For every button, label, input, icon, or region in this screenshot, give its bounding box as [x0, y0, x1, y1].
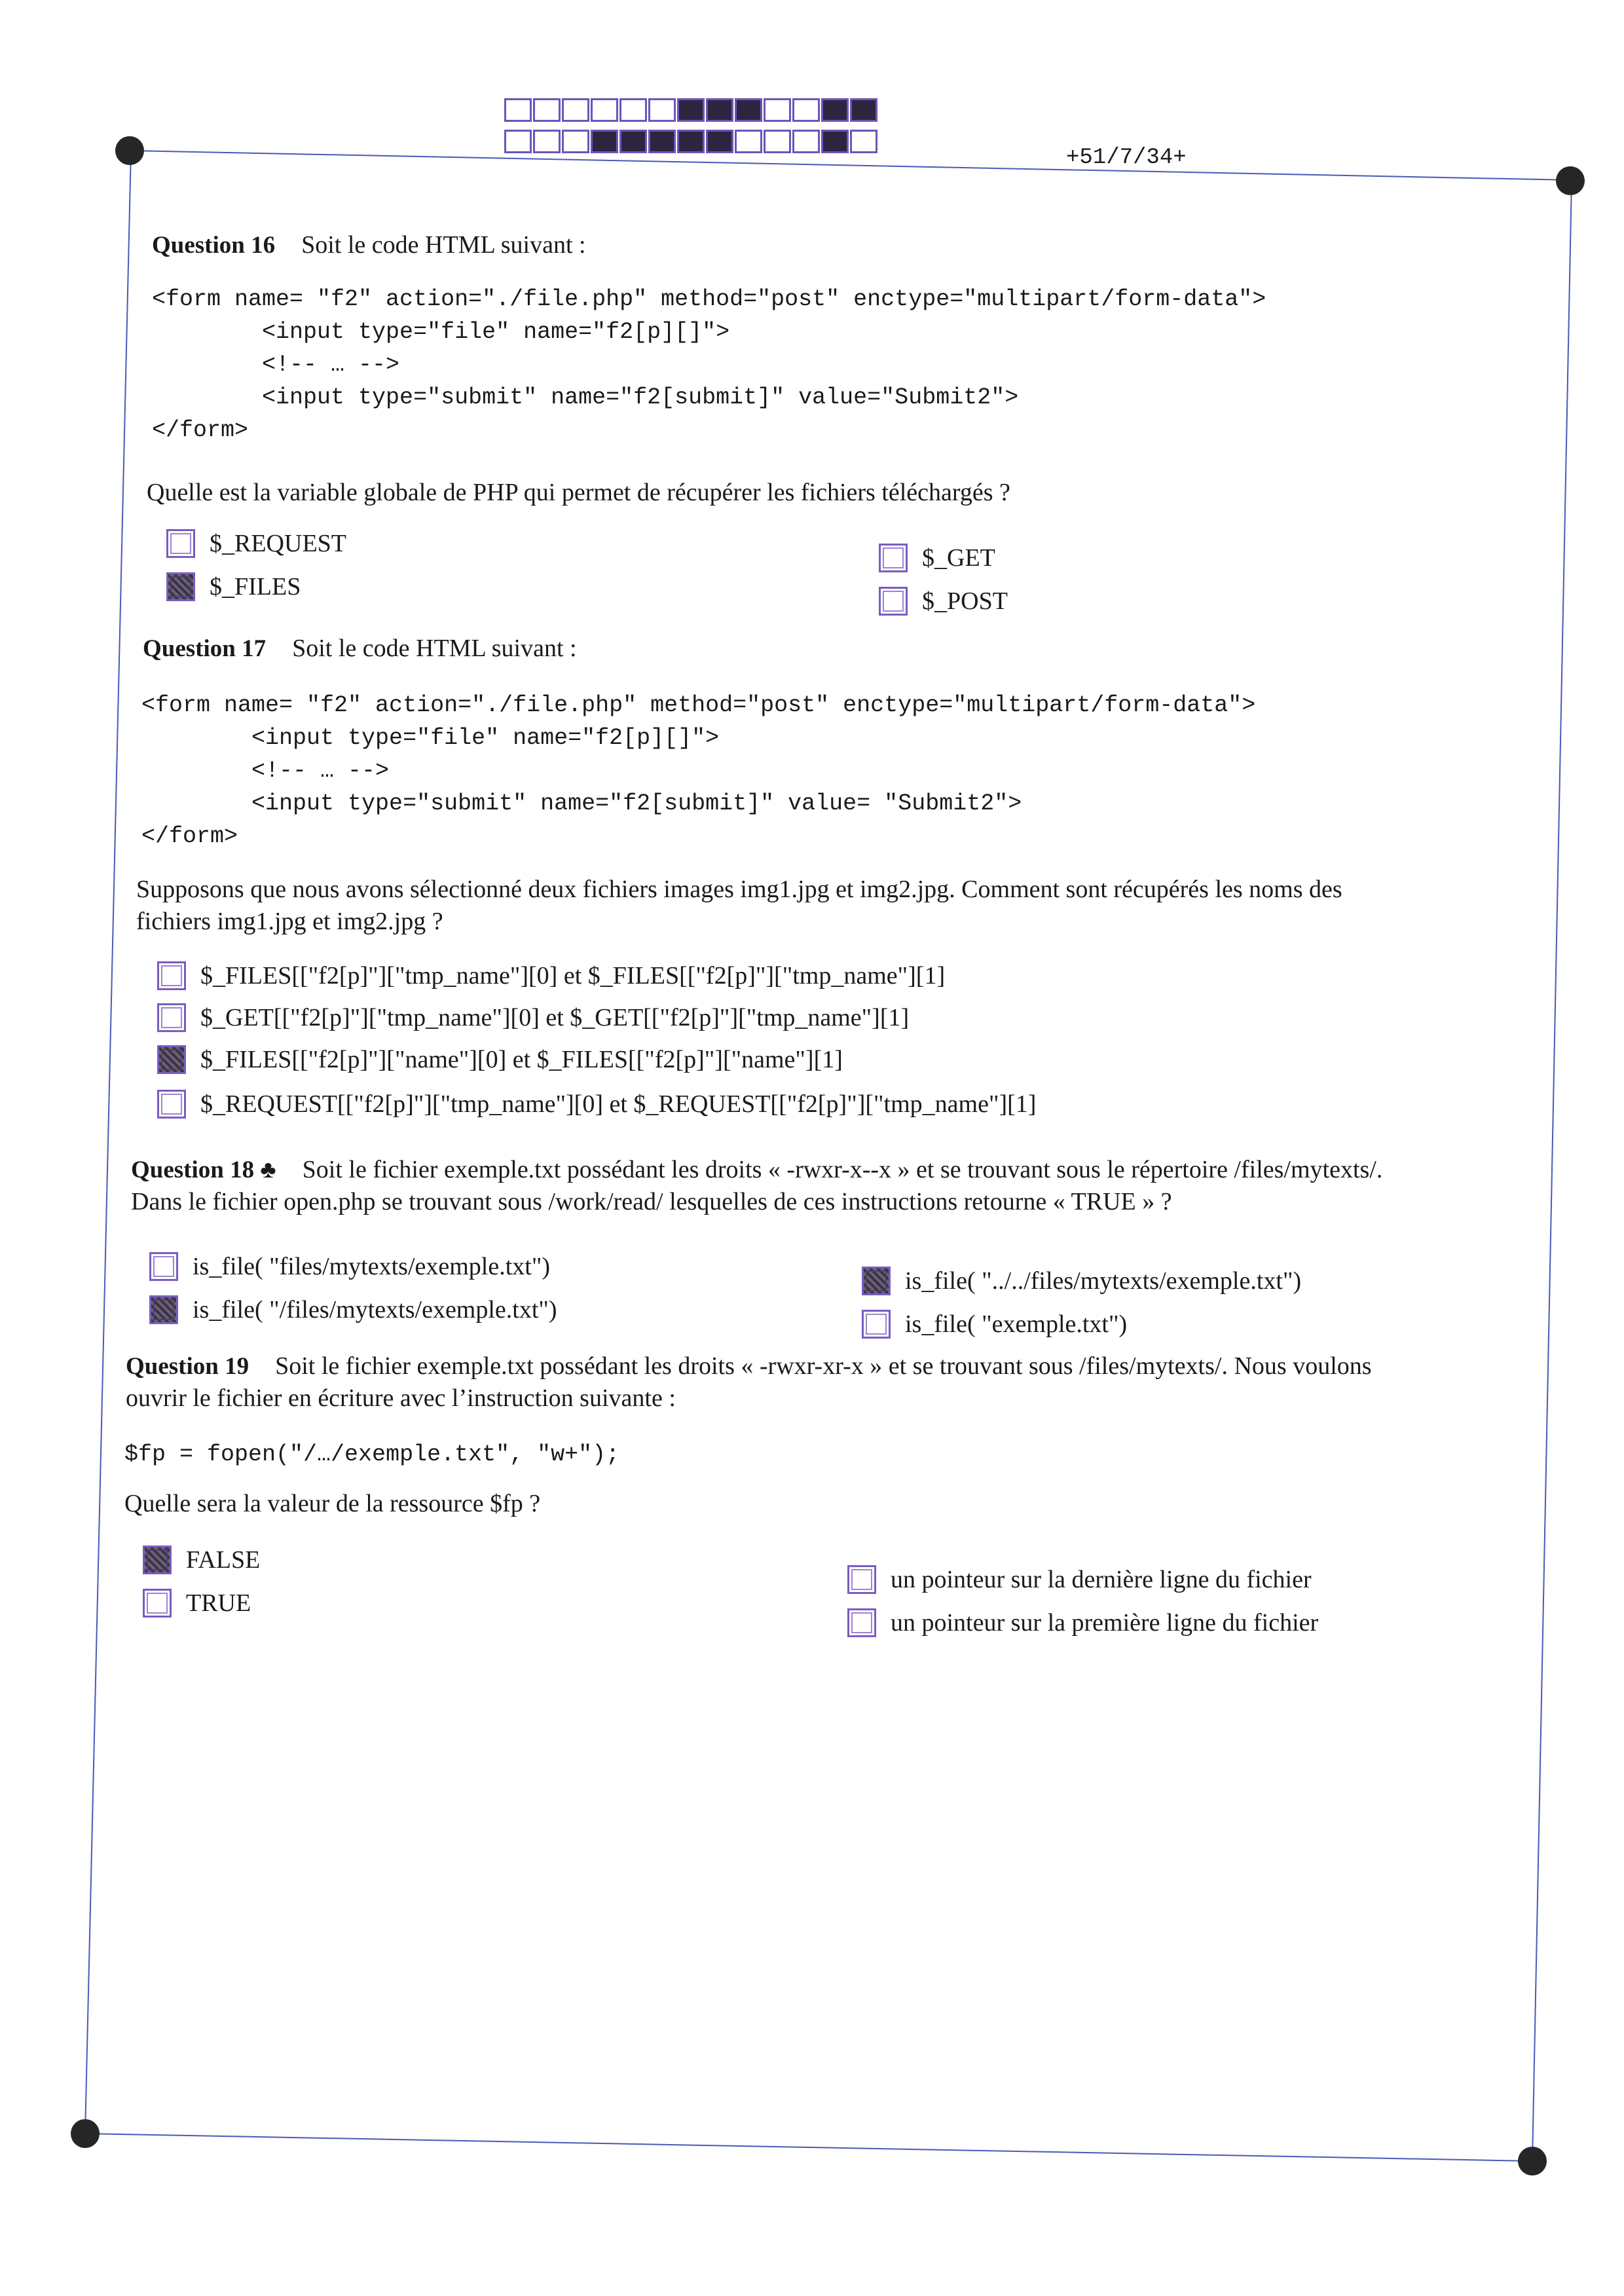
code-line: <input type="submit" name="f2[submit]" value= "Submit2">: [141, 790, 1022, 817]
stem-line: [131, 1154, 1545, 1186]
option-label: TRUE: [186, 1589, 251, 1617]
option-label: $_FILES[["f2[p]"]["tmp_name"][0] et $_FILES[["f2[p]"]["tmp_name"][1]: [200, 962, 946, 990]
question-label: Question 17: [143, 635, 267, 662]
answer-option[interactable]: [157, 1090, 1036, 1119]
code-line: </form>: [141, 823, 238, 849]
code-line: <!-- … -->: [152, 352, 400, 378]
answer-option[interactable]: [157, 1003, 909, 1032]
corner-mark-bottom-right: [1518, 2147, 1547, 2176]
answer-option[interactable]: [862, 1267, 1301, 1295]
code-block-q16: [152, 283, 1266, 447]
checkbox[interactable]: [879, 587, 908, 616]
checkbox[interactable]: [143, 1546, 172, 1574]
prompt-line: Supposons que nous avons sélectionné deux fichiers images img1.jpg et img2.jpg. Comment sont récupérés les noms des: [136, 876, 1342, 903]
option-label: is_file( "/files/mytexts/exemple.txt"): [193, 1296, 557, 1324]
option-label: un pointeur sur la dernière ligne du fichier: [891, 1566, 1312, 1593]
prompt-line: fichiers img1.jpg et img2.jpg ?: [136, 908, 443, 936]
answer-option[interactable]: [847, 1608, 1318, 1637]
checkbox[interactable]: [157, 1003, 186, 1032]
option-label: is_file( "exemple.txt"): [905, 1310, 1128, 1338]
answer-option[interactable]: [157, 961, 945, 990]
question-label: Question 19: [126, 1353, 249, 1380]
answer-option[interactable]: [143, 1546, 260, 1574]
checkbox[interactable]: [166, 572, 195, 601]
question-19-header: [126, 1350, 1547, 1415]
checkbox[interactable]: [149, 1252, 178, 1281]
option-label: $_GET: [922, 544, 995, 572]
code-block-q17: [141, 689, 1255, 853]
code-line: <input type="submit" name="f2[submit]" value="Submit2">: [152, 384, 1019, 411]
answer-option[interactable]: [862, 1310, 1127, 1339]
option-label: $_FILES: [210, 573, 301, 601]
question-19-prompt: Quelle sera la valeur de la ressource $fp ?: [124, 1490, 541, 1517]
corner-mark-top-left: [115, 136, 144, 165]
stem-line: ouvrir le fichier en écriture avec l’instruction suivante :: [126, 1384, 676, 1413]
option-label: $_FILES[["f2[p]"]["name"][0] et $_FILES[["f2[p]"]["name"][1]: [200, 1046, 843, 1073]
question-stem: Soit le code HTML suivant :: [292, 635, 577, 662]
question-16-header: [152, 231, 586, 261]
question-stem: Soit le fichier exemple.txt possédant les droits « -rwxr-xr-x » et se trouvant sous /files/mytexts/. Nous voulons: [275, 1352, 1372, 1380]
answer-option[interactable]: [879, 544, 995, 572]
question-16-prompt: Quelle est la variable globale de PHP qui permet de récupérer les fichiers téléchargés ?: [147, 479, 1010, 506]
code-block-q19: $fp = fopen("/…/exemple.txt", "w+");: [124, 1441, 620, 1468]
code-line: <form name= "f2" action="./file.php" method="post" enctype="multipart/form-data">: [152, 286, 1266, 312]
answer-option[interactable]: [149, 1252, 550, 1281]
question-17-prompt: [136, 874, 1538, 938]
code-line: <!-- … -->: [141, 758, 390, 784]
answer-option[interactable]: [847, 1565, 1312, 1594]
answer-option[interactable]: [166, 529, 346, 558]
question-stem: Soit le fichier exemple.txt possédant les droits « -rwxr-x--x » et se trouvant sous le répertoire /files/mytexts/.: [302, 1156, 1383, 1183]
code-line: <form name= "f2" action="./file.php" method="post" enctype="multipart/form-data">: [141, 692, 1256, 718]
option-label: $_REQUEST: [210, 530, 346, 557]
answer-option[interactable]: [157, 1045, 843, 1074]
question-label: Question 18 ♣: [131, 1157, 276, 1183]
checkbox[interactable]: [847, 1608, 876, 1637]
option-label: $_POST: [922, 587, 1008, 615]
option-label: $_GET[["f2[p]"]["tmp_name"][0] et $_GET[["f2[p]"]["tmp_name"][1]: [200, 1004, 910, 1031]
option-label: $_REQUEST[["f2[p]"]["tmp_name"][0] et $_REQUEST[["f2[p]"]["tmp_name"][1]: [200, 1090, 1037, 1118]
answer-option[interactable]: [879, 587, 1008, 616]
corner-mark-bottom-left: [71, 2119, 100, 2148]
option-label: is_file( "files/mytexts/exemple.txt"): [193, 1253, 551, 1280]
barcode-row-2: [504, 130, 879, 153]
option-label: un pointeur sur la première ligne du fichier: [891, 1609, 1319, 1637]
checkbox[interactable]: [847, 1565, 876, 1594]
checkbox[interactable]: [166, 529, 195, 558]
question-17-header: [143, 634, 577, 664]
question-18-header: [131, 1154, 1545, 1219]
question-label: Question 16: [152, 232, 276, 259]
checkbox[interactable]: [149, 1295, 178, 1324]
stem-line: Dans le fichier open.php se trouvant sous /work/read/ lesquelles de ces instructions retourne « TRUE » ?: [131, 1188, 1172, 1216]
checkbox[interactable]: [862, 1267, 891, 1295]
checkbox[interactable]: [143, 1589, 172, 1618]
question-stem: Soit le code HTML suivant :: [301, 231, 586, 259]
page-id: +51/7/34+: [1066, 145, 1187, 170]
barcode-row-1: [504, 98, 879, 122]
code-line: <input type="file" name="f2[p][]">: [141, 725, 720, 751]
code-line: </form>: [152, 417, 249, 443]
corner-mark-top-right: [1556, 166, 1585, 195]
checkbox[interactable]: [157, 961, 186, 990]
option-label: is_file( "../../files/mytexts/exemple.txt"): [905, 1267, 1302, 1295]
club-icon: ♣: [260, 1157, 276, 1183]
answer-option[interactable]: [149, 1295, 557, 1324]
checkbox[interactable]: [157, 1045, 186, 1074]
option-label: FALSE: [186, 1546, 261, 1574]
code-line: <input type="file" name="f2[p][]">: [152, 319, 730, 345]
checkbox[interactable]: [862, 1310, 891, 1339]
stem-line: [126, 1350, 1547, 1382]
checkbox[interactable]: [157, 1090, 186, 1119]
answer-option[interactable]: [166, 572, 301, 601]
answer-option[interactable]: [143, 1589, 251, 1618]
checkbox[interactable]: [879, 544, 908, 572]
